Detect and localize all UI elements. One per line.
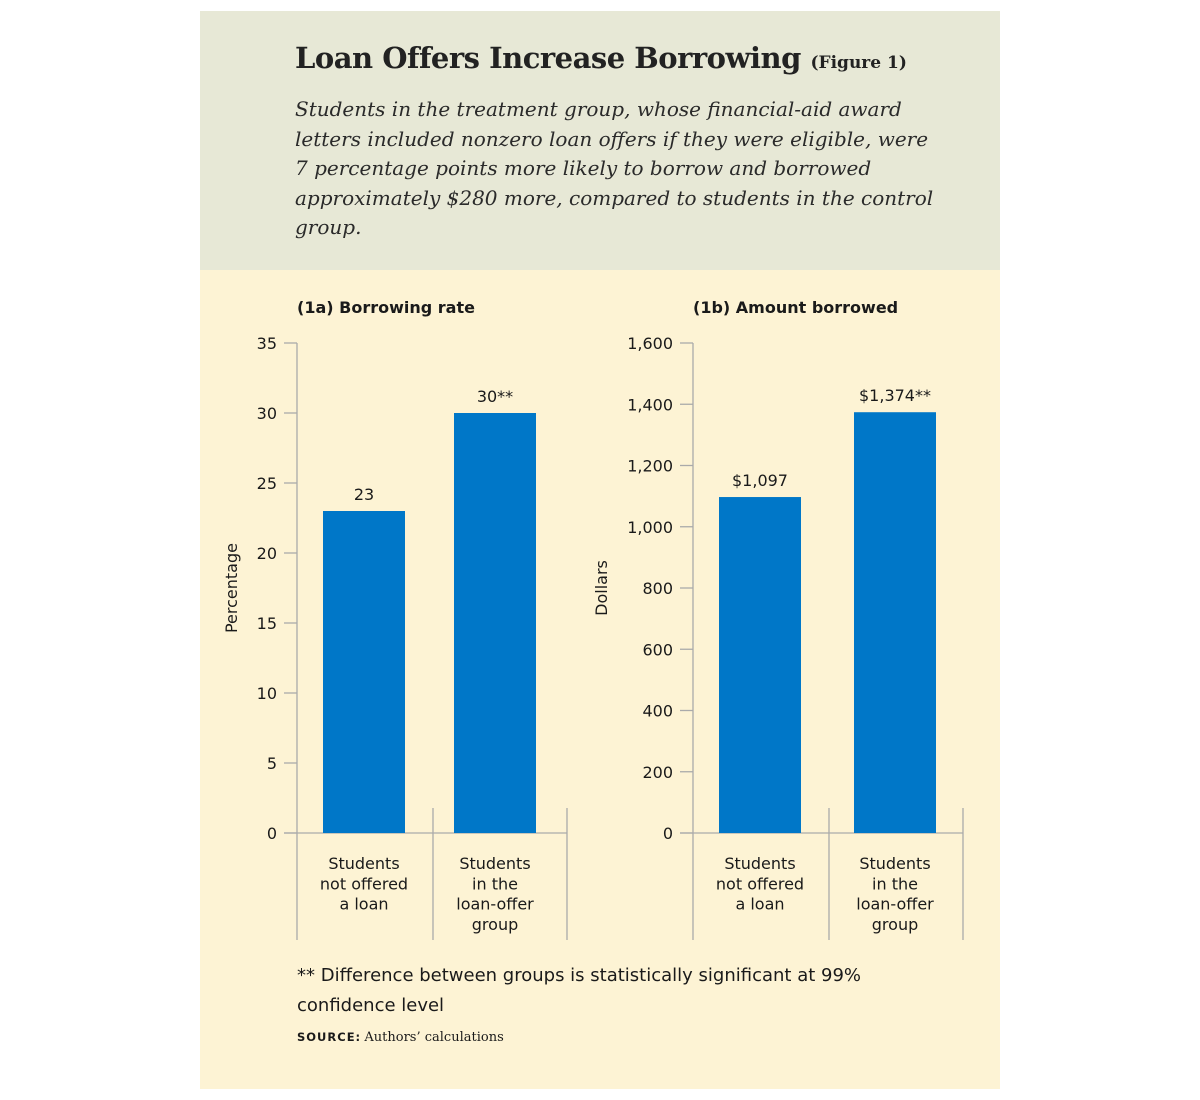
amount-borrowed-category-label: loan-offer [856,894,934,914]
borrowing-rate-y-tick-label: 30 [256,404,277,423]
borrowing-rate-y-tick-label: 15 [256,614,277,633]
amount-borrowed-y-tick-label: 800 [642,579,673,598]
borrowing-rate-y-axis-label: Percentage [222,542,241,634]
amount-borrowed-category-label: a loan [735,894,785,914]
borrowing-rate-data-label: 23 [353,485,375,504]
source-label: SOURCE: [297,1030,362,1044]
amount-borrowed-data-label: $1,374** [859,386,931,406]
borrowing-rate-bar [323,511,405,833]
chart-borrowing-rate [222,298,567,940]
amount-borrowed-y-tick-label: 400 [642,701,673,721]
amount-borrowed-y-tick-label: 1,200 [627,456,673,476]
borrowing-rate-y-tick-label: 25 [256,474,277,493]
borrowing-rate-category-label: in the [472,874,518,894]
borrowing-rate-category-label: a loan [339,894,389,914]
amount-borrowed-category-label: in the [872,874,918,894]
amount-borrowed-category-label: Students [859,854,931,873]
borrowing-rate-data-label: 30** [476,387,514,406]
borrowing-rate-category-label: loan-offer [456,894,534,914]
borrowing-rate-y-tick-label: 20 [256,544,277,563]
borrowing-rate-y-tick-label: 0 [266,824,277,843]
borrowing-rate-y-tick-label: 5 [266,754,277,773]
figure-number: (Figure 1) [810,53,907,73]
borrowing-rate-y-tick-label: 35 [256,334,277,353]
amount-borrowed-y-tick-label: 1,600 [627,334,673,353]
amount-borrowed-title: (1b) Amount borrowed [693,298,899,317]
amount-borrowed-y-tick-label: 1,000 [627,517,673,537]
figure-title-text: Loan Offers Increase Borrowing [295,41,801,75]
borrowing-rate-bar [454,413,536,833]
amount-borrowed-y-tick-label: 0 [662,824,673,843]
borrowing-rate-category-label: group [471,914,519,934]
borrowing-rate-category-label: Students [328,854,400,873]
borrowing-rate-category-label: Students [459,854,531,873]
amount-borrowed-bar [719,497,801,833]
amount-borrowed-category-label: not offered [715,874,805,894]
amount-borrowed-data-label: $1,097 [732,471,788,491]
borrowing-rate-title: (1a) Borrowing rate [297,298,475,317]
borrowing-rate-category-label: not offered [319,874,409,894]
figure-subtitle: Students in the treatment group, whose financial-aid award letters included nonzero loan offers if they were eligible, were 7 percentage points more likely to borrow and borrowed approximately $280 more, compared to students in the control group. [295,97,934,239]
amount-borrowed-category-label: group [871,914,919,934]
source-note [297,1029,504,1045]
significance-footnote: ** Difference between groups is statistically significant at 99% confidence level [297,965,862,1016]
amount-borrowed-y-tick-label: 600 [642,640,673,660]
chart-amount-borrowed [592,298,963,940]
amount-borrowed-y-tick-label: 200 [642,762,673,782]
amount-borrowed-y-tick-label: 1,400 [627,395,673,415]
amount-borrowed-bar [854,412,936,833]
amount-borrowed-y-axis-label: Dollars [592,560,611,616]
borrowing-rate-y-tick-label: 10 [256,684,277,703]
amount-borrowed-category-label: Students [724,854,796,873]
source-text: Authors’ calculations [364,1030,504,1045]
